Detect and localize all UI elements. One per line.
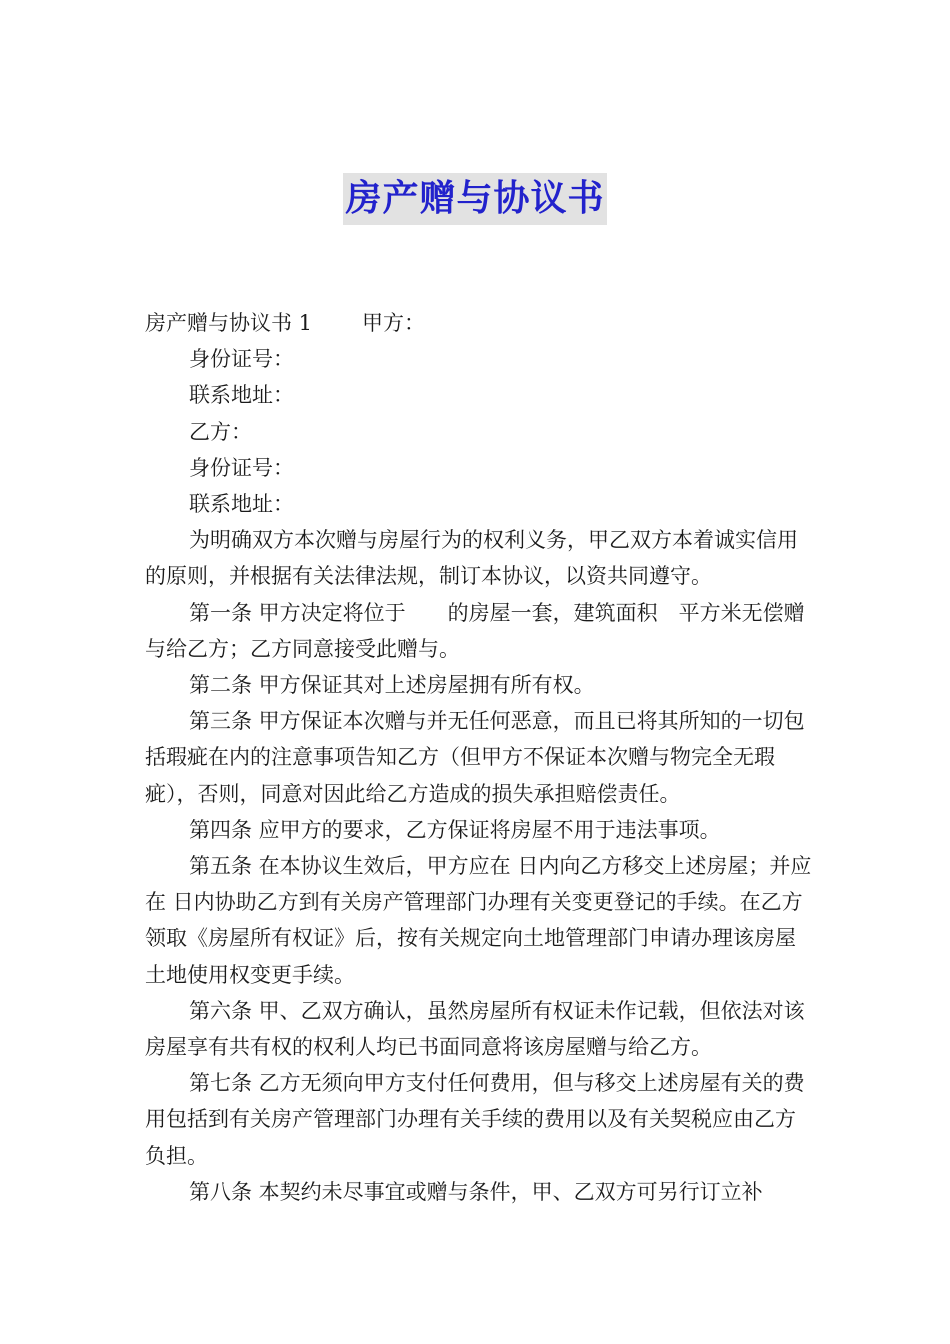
document-body: [145, 305, 815, 1210]
party-a-label: 甲方：: [362, 311, 426, 335]
document-title-wrap: [0, 173, 950, 231]
article-7: 第七条 乙方无须向甲方支付任何费用，但与移交上述房屋有关的费用包括到有关房产管理部门办理有关手续的费用以及有关契税应由乙方负担。: [145, 1071, 805, 1168]
party-a-address: 联系地址：: [189, 383, 294, 408]
article-5: 第五条 在本协议生效后，甲方应在 日内向乙方移交上述房屋；并应在 日内协助乙方到有关房产管理部门办理有关变更登记的手续。在乙方领取《房屋所有权证》后，按有关规定向土地管理部门申请办理该房屋土地使用权变更手续。: [145, 854, 812, 987]
article-4: 第四条 应甲方的要求，乙方保证将房屋不用于违法事项。: [189, 817, 721, 842]
document-title: 房产赠与协议书: [343, 173, 606, 225]
article-6: 第六条 甲、乙双方确认，虽然房屋所有权证未作记载，但依法对该房屋享有共有权的权利人均已书面同意将该房屋赠与给乙方。: [145, 998, 805, 1060]
article-8: 第八条 本契约未尽事宜或赠与条件，甲、乙双方可另行订立补: [189, 1179, 763, 1204]
heading-line: [145, 305, 815, 341]
preamble-paragraph: 为明确双方本次赠与房屋行为的权利义务，甲乙双方本着诚实信用的原则，并根据有关法律法规，制订本协议，以资共同遵守。: [145, 528, 798, 589]
agreement-heading: 房产赠与协议书 1: [145, 311, 313, 335]
party-b-address: 联系地址：: [189, 492, 294, 517]
party-b-label: 乙方：: [189, 419, 252, 444]
article-1: 第一条 甲方决定将位于 的房屋一套，建筑面积 平方米无偿赠与给乙方；乙方同意接受此赠与。: [145, 600, 805, 661]
party-a-id: 身份证号：: [189, 347, 294, 372]
party-b-id: 身份证号：: [189, 455, 294, 480]
article-3: 第三条 甲方保证本次赠与并无任何恶意，而且已将其所知的一切包括瑕疵在内的注意事项告知乙方（但甲方不保证本次赠与物完全无瑕疵），否则，同意对因此给乙方造成的损失承担赔偿责任。: [145, 709, 805, 806]
article-2: 第二条 甲方保证其对上述房屋拥有所有权。: [189, 673, 595, 698]
